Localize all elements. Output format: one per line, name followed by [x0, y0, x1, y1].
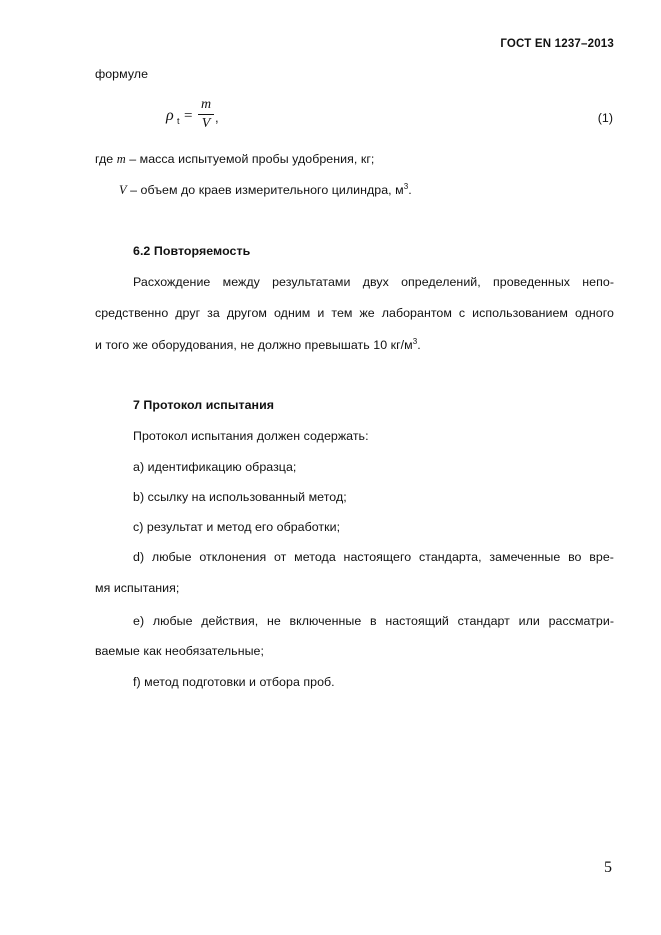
- list-item-b: b) ссылку на использованный метод;: [133, 490, 347, 504]
- var-m-symbol: m: [116, 152, 126, 166]
- var-v-end: .: [408, 183, 412, 197]
- var-v-sup: 3: [403, 182, 409, 191]
- section-7-intro: Протокол испытания должен содержать:: [133, 429, 369, 443]
- section-6-2-heading: 6.2 Повторяемость: [133, 244, 251, 258]
- var-m-text: – масса испытуемой пробы удобрения, кг;: [129, 152, 375, 166]
- section-6-2-line1: Расхождение между результатами двух определений, проведенных непо-: [133, 275, 614, 289]
- where-v-line: [119, 182, 412, 198]
- var-v-symbol: V: [119, 183, 127, 197]
- section-7-heading: 7 Протокол испытания: [133, 398, 275, 412]
- equation-number: (1): [597, 111, 613, 125]
- list-item-f: f) метод подготовки и отбора проб.: [133, 675, 335, 689]
- intro-word: формуле: [95, 67, 149, 81]
- where-prefix: где: [95, 152, 114, 166]
- section-6-2-line3-end: .: [417, 338, 421, 352]
- page-number: 5: [604, 859, 612, 876]
- formula-numerator: m: [200, 97, 212, 112]
- var-v-text: – объем до краев измерительного цилиндра, м: [130, 183, 404, 197]
- section-6-2-line2: средственно друг за другом одним и тем же лаборантом с использованием одного: [95, 306, 614, 320]
- fraction-bar: [198, 114, 214, 115]
- where-m-line: [95, 151, 374, 167]
- list-item-a: a) идентификацию образца;: [133, 460, 297, 474]
- formula-comma: ,: [215, 110, 219, 125]
- section-6-2-line3-text: и того же оборудования, не должно превышать 10 кг/м: [95, 338, 413, 352]
- formula-rho: ρ: [166, 107, 174, 124]
- list-item-c: c) результат и метод его обработки;: [133, 520, 341, 534]
- formula-fraction: [198, 97, 214, 132]
- formula-denominator: V: [201, 116, 211, 131]
- section-6-2-line3-sup: 3: [412, 337, 418, 346]
- list-item-d-line1: d) любые отклонения от метода настоящего стандарта, замеченные во вре-: [133, 550, 614, 564]
- list-item-e-line1: e) любые действия, не включенные в настоящий стандарт или рассматри-: [133, 614, 614, 628]
- section-6-2-line3: [95, 337, 421, 353]
- density-formula: [166, 97, 286, 137]
- list-item-e-line2: ваемые как необязательные;: [95, 644, 264, 658]
- formula-equals: =: [184, 108, 193, 124]
- standard-designation: ГОСТ EN 1237–2013: [500, 38, 614, 50]
- list-item-d-line2: мя испытания;: [95, 581, 180, 595]
- formula-subscript: t: [177, 116, 180, 126]
